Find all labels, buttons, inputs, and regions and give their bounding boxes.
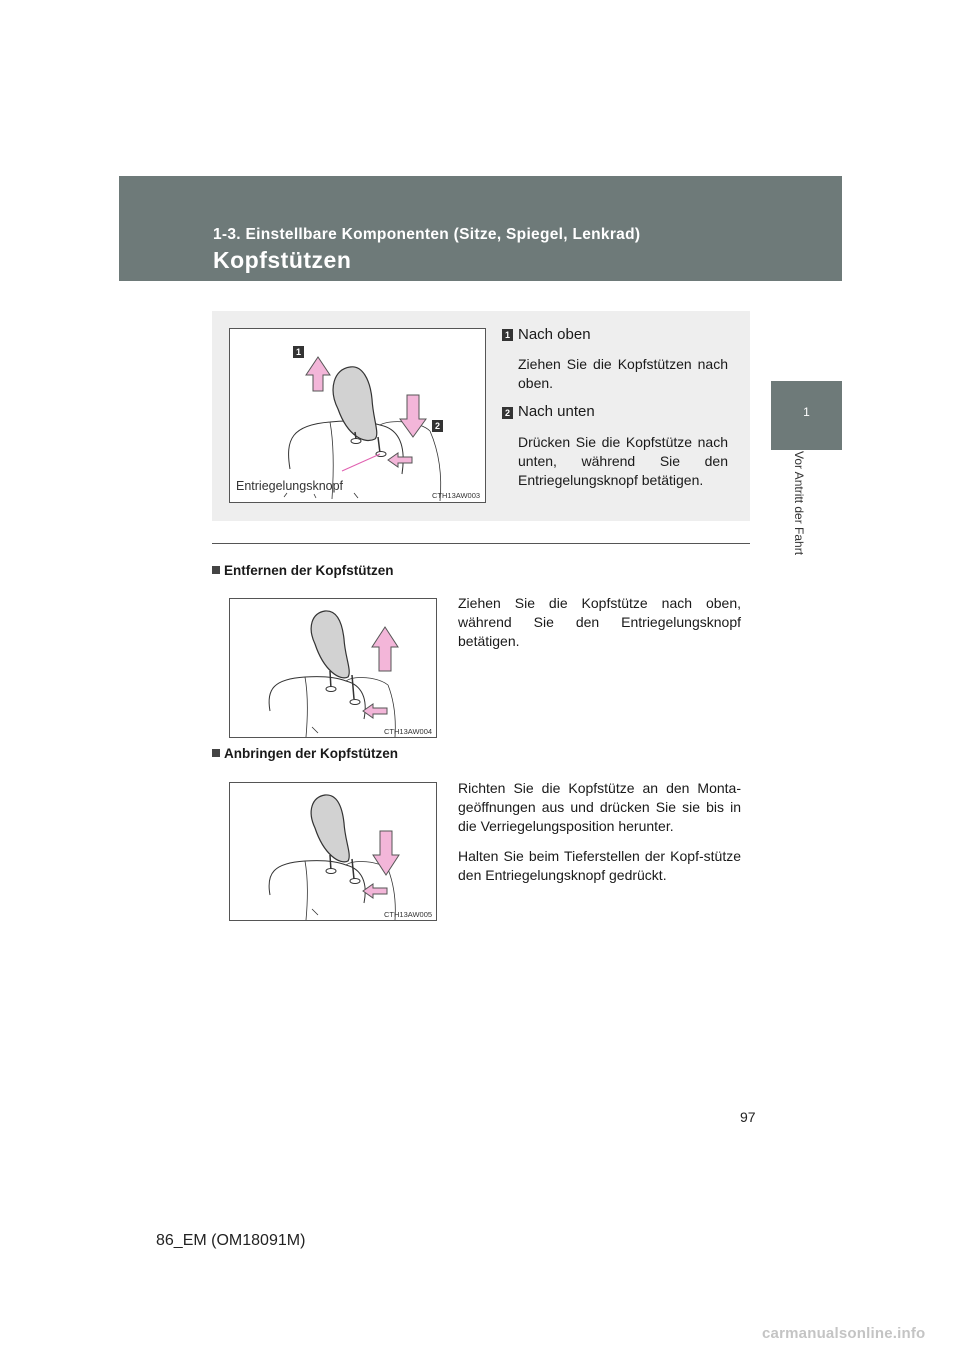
release-button-label: Entriegelungsknopf [236, 479, 344, 493]
step-1-badge: 1 [502, 329, 513, 341]
square-bullet-icon [212, 749, 220, 757]
badge-down: 2 [432, 420, 443, 432]
chapter-number: 1 [803, 405, 810, 419]
figure-code: CTH13AW004 [384, 727, 433, 736]
installation-instruction-1: Richten Sie die Kopfstütze an den Monta-geöffnungen aus und drücken Sie sie bis in die Verriegelungsposition herunter. [458, 780, 741, 834]
headrest-removal-illustration [229, 598, 437, 738]
section-title: 1-3. Einstellbare Komponenten (Sitze, Spiegel, Lenkrad) [213, 226, 641, 243]
chapter-title-vertical: Vor Antritt der Fahrt [792, 451, 806, 556]
page-number: 97 [740, 1109, 756, 1125]
headrest-installation-illustration [229, 782, 437, 921]
document-code: 86_EM (OM18091M) [156, 1232, 306, 1249]
headrest-adjust-illustration [229, 328, 486, 503]
step-2-title: Nach unten [518, 403, 595, 420]
installation-heading [212, 746, 398, 761]
installation-heading-text: Anbringen der Kopfstützen [224, 746, 398, 761]
removal-instruction: Ziehen Sie die Kopfstütze nach oben, während Sie den Entriegelungsknopf betätigen. [458, 595, 741, 649]
square-bullet-icon [212, 566, 220, 574]
figure-code: CTH13AW003 [432, 491, 481, 500]
figure-code: CTH13AW005 [384, 910, 433, 919]
step-2-badge: 2 [502, 407, 513, 419]
removal-heading-text: Entfernen der Kopfstützen [224, 563, 394, 578]
removal-heading [212, 563, 394, 578]
section-divider [212, 543, 750, 544]
watermark: carmanualsonline.info [762, 1325, 926, 1342]
step-2-text: Drücken Sie die Kopfstütze nach unten, während Sie den Entriegelungsknopf betätigen. [518, 434, 728, 488]
page-title: Kopfstützen [213, 247, 352, 273]
installation-instruction-2: Halten Sie beim Tieferstellen der Kopf-stütze den Entriegelungsknopf gedrückt. [458, 848, 741, 883]
step-1-title: Nach oben [518, 326, 591, 343]
step-1-text: Ziehen Sie die Kopfstützen nach oben. [518, 356, 728, 391]
badge-up: 1 [293, 346, 304, 358]
